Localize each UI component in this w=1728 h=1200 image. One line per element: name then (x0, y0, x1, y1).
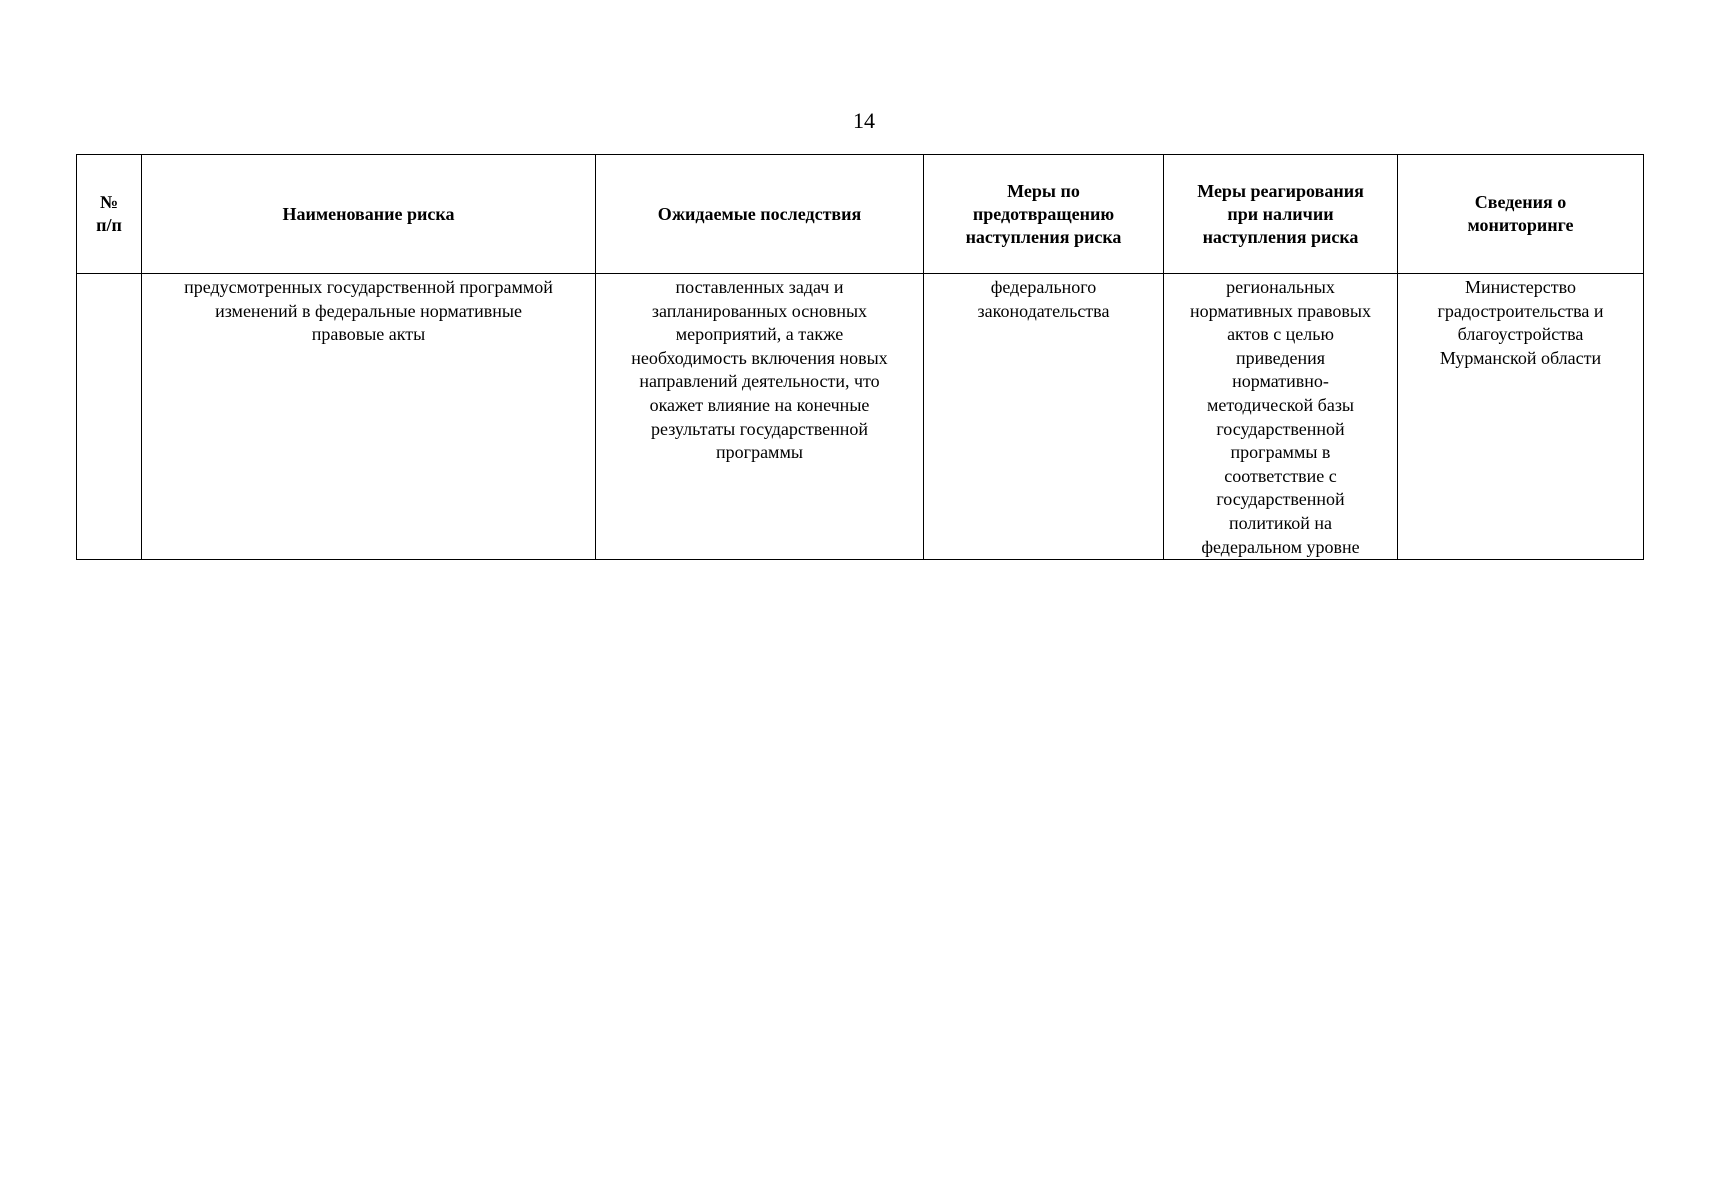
cell-prevention: федерального законодательства (924, 274, 1164, 560)
header-consequences: Ожидаемые последствия (596, 155, 924, 274)
header-monitoring: Сведения о мониторинге (1398, 155, 1644, 274)
header-prevention: Меры по предотвращению наступления риска (924, 155, 1164, 274)
table-header-row (77, 155, 1644, 274)
page-number: 14 (853, 108, 875, 133)
header-response: Меры реагирования при наличии наступления риска (1164, 155, 1398, 274)
header-number: № п/п (77, 155, 142, 274)
cell-response: региональных нормативных правовых актов с целью приведения нормативно- методической базы государственной программы в соответствие с государственной политикой на федеральном уровне (1164, 274, 1398, 560)
table-row (77, 274, 1644, 560)
cell-number (77, 274, 142, 560)
cell-risk-name: предусмотренных государственной программой изменений в федеральные нормативные правовые акты (142, 274, 596, 560)
header-risk-name: Наименование риска (142, 155, 596, 274)
cell-monitoring: Министерство градостроительства и благоустройства Мурманской области (1398, 274, 1644, 560)
cell-consequences: поставленных задач и запланированных основных мероприятий, а также необходимость включения новых направлений деятельности, что окажет влияние на конечные результаты государственной программы (596, 274, 924, 560)
risk-table (76, 154, 1644, 560)
